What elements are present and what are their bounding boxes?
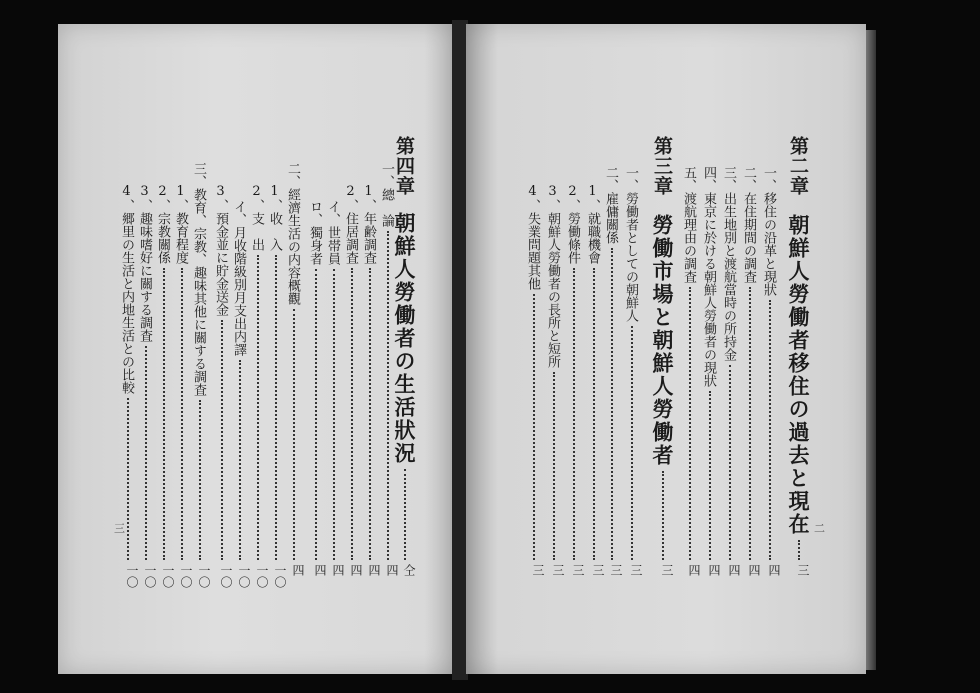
page-number: 三 [609, 564, 623, 576]
page-number: 三 [660, 564, 674, 576]
dot-leader [689, 287, 693, 560]
page-number: 四 [707, 564, 721, 576]
dot-leader [404, 469, 408, 560]
page-number: 一〇 [125, 564, 139, 588]
page-number: 四 [687, 564, 701, 576]
dot-leader [769, 300, 773, 560]
dot-leader [553, 372, 557, 560]
chapter-title: 勞働市場と朝鮮人勞働者 [650, 214, 675, 467]
dot-leader [351, 268, 355, 560]
dot-leader [611, 248, 615, 560]
chapter-number: 第二章 [787, 136, 809, 196]
right-page [466, 24, 866, 674]
toc-entry: 3、預金並に貯金送金 [213, 184, 228, 316]
toc-entry: 2、宗教關係 [155, 184, 170, 264]
page-number: 三 [629, 564, 643, 576]
page-number: 三 [551, 564, 565, 576]
page-number: 四 [349, 564, 363, 576]
dot-leader [333, 269, 337, 560]
chapter-number: 第三章 [651, 136, 673, 196]
toc-entry: 1、教育程度 [173, 184, 188, 264]
page-number: 仝 [402, 564, 416, 576]
toc-entry: 二、經濟生活の内容概觀 [285, 162, 300, 305]
page-number: 三 [591, 564, 605, 576]
toc-entry: 4、失業問題其他 [525, 184, 540, 290]
dot-leader [533, 294, 537, 560]
dot-leader [749, 287, 753, 560]
toc-entry: 五、渡航理由の調査 [681, 166, 696, 283]
dot-leader [315, 269, 319, 560]
page-number: 一〇 [161, 564, 175, 588]
page-number: 四 [767, 564, 781, 576]
page-number: 四 [313, 564, 327, 576]
dot-leader [593, 268, 597, 560]
dot-leader [257, 255, 261, 560]
page-number: 四 [727, 564, 741, 576]
dot-leader [798, 540, 802, 560]
dot-leader [729, 365, 733, 560]
page-number: 四 [385, 564, 399, 576]
toc-entry: 2、支 出 [249, 184, 264, 251]
toc-entry: 1、就職機會 [585, 184, 600, 264]
page-number: 三 [796, 564, 810, 576]
dot-leader [239, 360, 243, 560]
page-number: 一〇 [237, 564, 251, 588]
toc-entry: ロ、獨身者 [307, 200, 322, 265]
page-edge [866, 30, 876, 670]
dot-leader [369, 268, 373, 560]
page-number: 四 [331, 564, 345, 576]
page-number: 一〇 [219, 564, 233, 588]
page-number: 四 [367, 564, 381, 576]
toc-entry: 二、在住期間の調査 [741, 166, 756, 283]
toc-entry: イ、月收階級別月支出内譯 [231, 200, 246, 356]
page-number: 一〇 [143, 564, 157, 588]
toc-entry: 三、教育、宗教、趣味其他に關する調査 [191, 162, 206, 396]
left-page [58, 24, 456, 674]
toc-entry: 1、收 入 [267, 184, 282, 251]
toc-entry: イ、世帯員 [325, 200, 340, 265]
page-number: 一〇 [255, 564, 269, 588]
page-number: 三 [531, 564, 545, 576]
toc-entry: 二、雇傭關係 [603, 166, 618, 244]
toc-entry: 2、勞働條件 [565, 184, 580, 264]
page-number: 三 [571, 564, 585, 576]
chapter-title: 朝鮮人勞働者の生活狀況 [392, 212, 417, 465]
toc-entry: 3、朝鮮人勞働者の長所と短所 [545, 184, 560, 368]
toc-entry: 3、趣味嗜好に關する調査 [137, 184, 152, 342]
dot-leader [662, 471, 666, 560]
chapter-title: 朝鮮人勞働者移住の過去と現在 [786, 214, 811, 536]
dot-leader [709, 391, 713, 560]
dot-leader [631, 326, 635, 560]
toc-entry: 三、出生地別と渡航當時の所持金 [721, 166, 736, 361]
dot-leader [221, 320, 225, 560]
dot-leader [387, 231, 391, 560]
page-number: 一〇 [179, 564, 193, 588]
page-number: 一〇 [197, 564, 211, 588]
dot-leader [293, 309, 297, 560]
dot-leader [181, 268, 185, 560]
dot-leader [199, 400, 203, 560]
toc-entry: 一、移住の沿革と現狀 [761, 166, 776, 296]
toc-entry: 2、住居調査 [343, 184, 358, 264]
toc-entry: 1、年齢調査 [361, 184, 376, 264]
dot-leader [145, 346, 149, 560]
toc-entry: 一、勞働者としての朝鮮人 [623, 166, 638, 322]
toc-entry: 4、郷里の生活と内地生活との比較 [119, 184, 134, 394]
dot-leader [127, 398, 131, 560]
dot-leader [163, 268, 167, 560]
dot-leader [275, 255, 279, 560]
toc-entry: 一、總 論 [379, 162, 394, 227]
page-number: 一〇 [273, 564, 287, 588]
page-number: 四 [747, 564, 761, 576]
page-folio: 二 [814, 522, 825, 535]
chapter-number: 第四章 [393, 136, 415, 196]
toc-entry: 四、東京に於ける朝鮮人勞働者の現狀 [701, 166, 716, 387]
page-folio: 三 [114, 522, 125, 535]
dot-leader [573, 268, 577, 560]
page-number: 四 [291, 564, 305, 576]
